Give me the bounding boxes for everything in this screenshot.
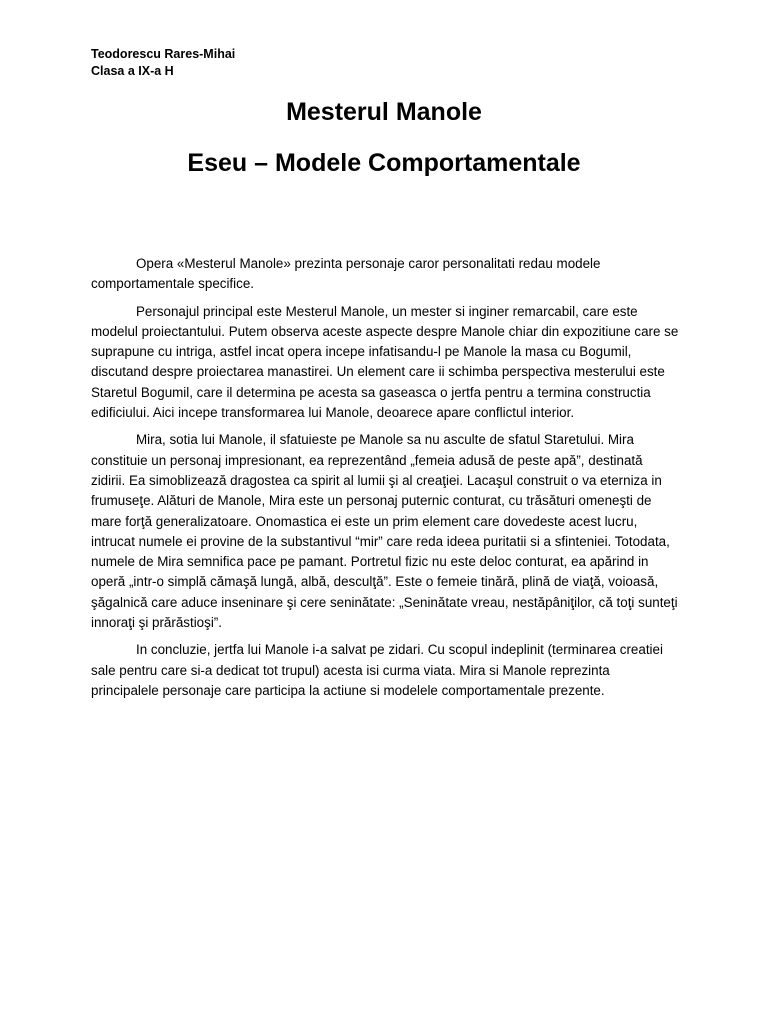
document-subtitle: Eseu – Modele Comportamentale	[187, 149, 581, 177]
author-name: Teodorescu Rares-Mihai	[91, 47, 236, 61]
document-header	[91, 46, 235, 80]
paragraph-intro: Opera «Mesterul Manole» prezinta personaje caror personalitati redau modele comportamentale specifice.	[91, 256, 601, 292]
paragraph-conclusion: In concluzie, jertfa lui Manole i-a salvat pe zidari. Cu scopul indeplinit (terminarea creatiei sale pentru care si-a dedicat tot trupul) acesta isi curma viata. Mira si Manole reprezinta principalele personaje care participa la actiune si modelele comportamentale prezente.	[91, 642, 663, 698]
document-title: Mesterul Manole	[286, 98, 482, 126]
paragraph-manole: Personajul principal este Mesterul Manole, un mester si inginer remarcabil, care este modelul proiectantului. Putem observa aceste aspecte despre Manole chiar din expozitiune care se suprapune cu intriga, astfel incat opera incepe infatisandu-l pe Manole la masa cu Bogumil, discutand despre proiectarea manastirei. Un element care ii schimba perspectiva mesterului este Staretul Bogumil, care il determina pe acesta sa gaseasca o jertfa pentru a termina constructia edificiului. Aici incepe transformarea lui Manole, deoarece apare conflictul interior.	[91, 303, 679, 421]
paragraph-mira: Mira, sotia lui Manole, il sfatuieste pe Manole sa nu asculte de sfatul Staretului. Mira constituie un personaj impresionant, ea reprezentând „femeia adusă de peste apă”, destinată zidirii. Ea simoblizează dragostea ca spirit al lumii şi al creaţiei. Lacaşul construit o va eterniza in frumuseţe. Alături de Manole, Mira este un personaj puternic conturat, cu trăsături omeneşti de mare forţă generalizatoare. Onomastica ei este un prim element care dovedeste acest lucru, intrucat numele ei provine de la substantivul “mir” care reda ideea puritatii si a sfinteniei. Totodata, numele de Mira semnifica pace pe pamant. Portretul fizic nu este deloc conturat, ea apărind in operă „intr-o simplă cămaşă lungă, albă, desculţă”. Este o femeie tinără, plină de viaţă, voioasă, şăgalnică care aduce inseninare şi cere seninătate: „Seninătate vreau, nestăpâniţilor, că toţi sunteţi innoraţi şi prărăstioşi”.	[91, 432, 678, 631]
essay-body	[91, 254, 679, 708]
class-label: Clasa a IX-a H	[91, 64, 174, 78]
